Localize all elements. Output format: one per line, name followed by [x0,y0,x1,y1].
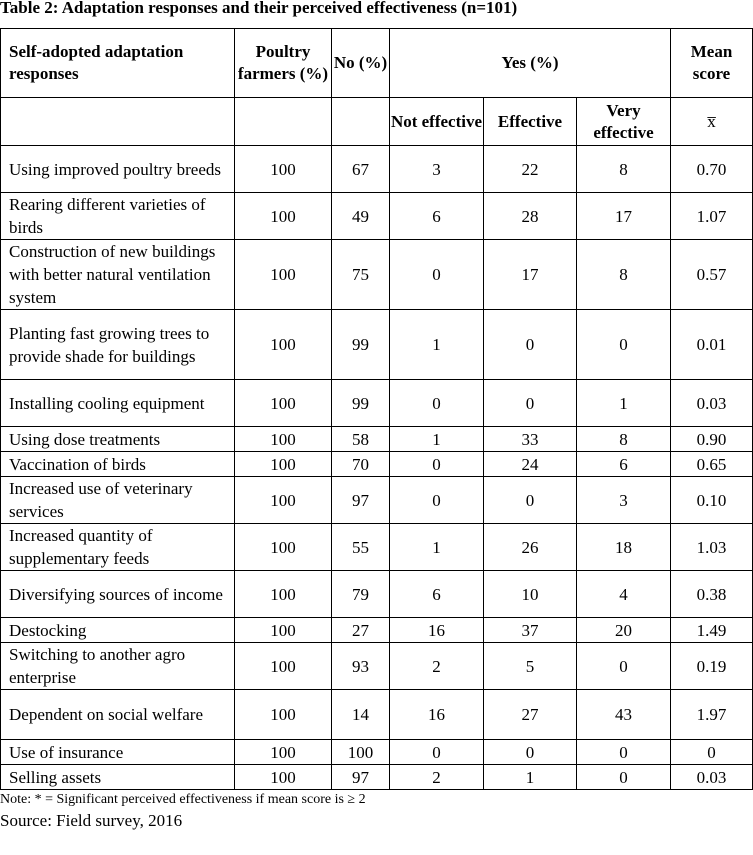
cell-not-effective: 1 [390,427,484,452]
row-label: Rearing different varieties of birds [1,193,235,240]
table-row [1,690,753,740]
cell-not-effective: 0 [390,240,484,310]
cell-very-effective: 0 [577,740,671,765]
cell-very-effective: 8 [577,427,671,452]
cell-effective: 17 [484,240,577,310]
cell-no: 70 [332,452,390,477]
header-row-2 [1,98,753,146]
row-label: Selling assets [1,765,235,790]
cell-farmers: 100 [235,380,332,427]
cell-farmers: 100 [235,643,332,690]
cell-mean: 0.01 [671,310,753,380]
cell-mean: 1.97 [671,690,753,740]
cell-very-effective: 0 [577,765,671,790]
cell-no: 55 [332,524,390,571]
cell-no: 49 [332,193,390,240]
cell-mean: 1.03 [671,524,753,571]
cell-not-effective: 6 [390,193,484,240]
cell-farmers: 100 [235,618,332,643]
row-label: Increased quantity of supplementary feeds [1,524,235,571]
cell-mean: 0.10 [671,477,753,524]
row-label: Using dose treatments [1,427,235,452]
cell-no: 27 [332,618,390,643]
cell-not-effective: 0 [390,477,484,524]
table-row [1,380,753,427]
cell-no: 58 [332,427,390,452]
cell-farmers: 100 [235,524,332,571]
cell-no: 99 [332,380,390,427]
cell-very-effective: 8 [577,146,671,193]
table-row [1,765,753,790]
table-caption: Table 2: Adaptation responses and their perceived effectiveness (n=101) [0,0,518,17]
cell-effective: 5 [484,643,577,690]
row-label: Use of insurance [1,740,235,765]
row-label: Construction of new buildings with better natural ventilation system [1,240,235,310]
cell-no: 79 [332,571,390,618]
header-effective: Effective [484,98,577,146]
table-row [1,193,753,240]
cell-mean: 0.03 [671,380,753,427]
table-row [1,310,753,380]
table-row [1,524,753,571]
header-blank-1 [1,98,235,146]
cell-mean: 0.57 [671,240,753,310]
cell-mean: 0.90 [671,427,753,452]
table-row [1,452,753,477]
cell-effective: 0 [484,310,577,380]
table-row [1,427,753,452]
cell-no: 97 [332,765,390,790]
cell-very-effective: 0 [577,643,671,690]
table-row [1,643,753,690]
cell-very-effective: 3 [577,477,671,524]
cell-mean: 0.65 [671,452,753,477]
cell-mean: 0.38 [671,571,753,618]
adaptation-table [0,28,753,790]
cell-very-effective: 4 [577,571,671,618]
table-row [1,240,753,310]
cell-very-effective: 20 [577,618,671,643]
table-source: Source: Field survey, 2016 [0,811,183,830]
cell-farmers: 100 [235,740,332,765]
cell-effective: 1 [484,765,577,790]
cell-farmers: 100 [235,310,332,380]
row-label: Dependent on social welfare [1,690,235,740]
row-label: Using improved poultry breeds [1,146,235,193]
header-no: No (%) [332,29,390,98]
cell-not-effective: 2 [390,765,484,790]
cell-farmers: 100 [235,690,332,740]
cell-not-effective: 1 [390,310,484,380]
cell-no: 93 [332,643,390,690]
header-very-effective: Very effective [577,98,671,146]
table-row [1,740,753,765]
header-blank-2 [235,98,332,146]
row-label: Switching to another agro enterprise [1,643,235,690]
header-yes: Yes (%) [390,29,671,98]
cell-very-effective: 6 [577,452,671,477]
cell-effective: 0 [484,477,577,524]
cell-very-effective: 8 [577,240,671,310]
cell-effective: 24 [484,452,577,477]
cell-not-effective: 3 [390,146,484,193]
cell-no: 75 [332,240,390,310]
cell-effective: 33 [484,427,577,452]
cell-mean: 0.70 [671,146,753,193]
cell-mean: 0 [671,740,753,765]
cell-no: 67 [332,146,390,193]
table-row [1,146,753,193]
cell-farmers: 100 [235,193,332,240]
cell-farmers: 100 [235,427,332,452]
cell-mean: 1.07 [671,193,753,240]
table-row [1,571,753,618]
cell-effective: 22 [484,146,577,193]
table-row [1,618,753,643]
row-label: Installing cooling equipment [1,380,235,427]
cell-farmers: 100 [235,765,332,790]
cell-farmers: 100 [235,477,332,524]
cell-no: 100 [332,740,390,765]
cell-farmers: 100 [235,452,332,477]
cell-not-effective: 6 [390,571,484,618]
header-not-effective: Not effective [390,98,484,146]
header-mean-symbol: x̅ [671,98,753,146]
cell-farmers: 100 [235,571,332,618]
cell-very-effective: 0 [577,310,671,380]
cell-mean: 0.03 [671,765,753,790]
header-mean-score: Mean score [671,29,753,98]
cell-very-effective: 43 [577,690,671,740]
cell-very-effective: 17 [577,193,671,240]
cell-farmers: 100 [235,240,332,310]
cell-effective: 27 [484,690,577,740]
cell-farmers: 100 [235,146,332,193]
header-poultry-farmers: Poultry farmers (%) [235,29,332,98]
row-label: Increased use of veterinary services [1,477,235,524]
cell-effective: 37 [484,618,577,643]
cell-not-effective: 16 [390,618,484,643]
cell-not-effective: 0 [390,740,484,765]
cell-effective: 26 [484,524,577,571]
table-row [1,477,753,524]
cell-effective: 0 [484,740,577,765]
cell-no: 14 [332,690,390,740]
row-label: Vaccination of birds [1,452,235,477]
cell-effective: 10 [484,571,577,618]
row-label: Diversifying sources of income [1,571,235,618]
row-label: Planting fast growing trees to provide shade for buildings [1,310,235,380]
table-note: Note: * = Significant perceived effectiveness if mean score is ≥ 2 [0,792,366,807]
header-responses: Self-adopted adaptation responses [1,29,235,98]
row-label: Destocking [1,618,235,643]
cell-no: 97 [332,477,390,524]
cell-effective: 0 [484,380,577,427]
cell-no: 99 [332,310,390,380]
cell-not-effective: 0 [390,452,484,477]
cell-not-effective: 2 [390,643,484,690]
cell-very-effective: 1 [577,380,671,427]
cell-not-effective: 1 [390,524,484,571]
header-blank-3 [332,98,390,146]
cell-not-effective: 0 [390,380,484,427]
table-body [1,146,753,790]
cell-effective: 28 [484,193,577,240]
cell-very-effective: 18 [577,524,671,571]
cell-mean: 0.19 [671,643,753,690]
header-row-1 [1,29,753,98]
cell-not-effective: 16 [390,690,484,740]
cell-mean: 1.49 [671,618,753,643]
